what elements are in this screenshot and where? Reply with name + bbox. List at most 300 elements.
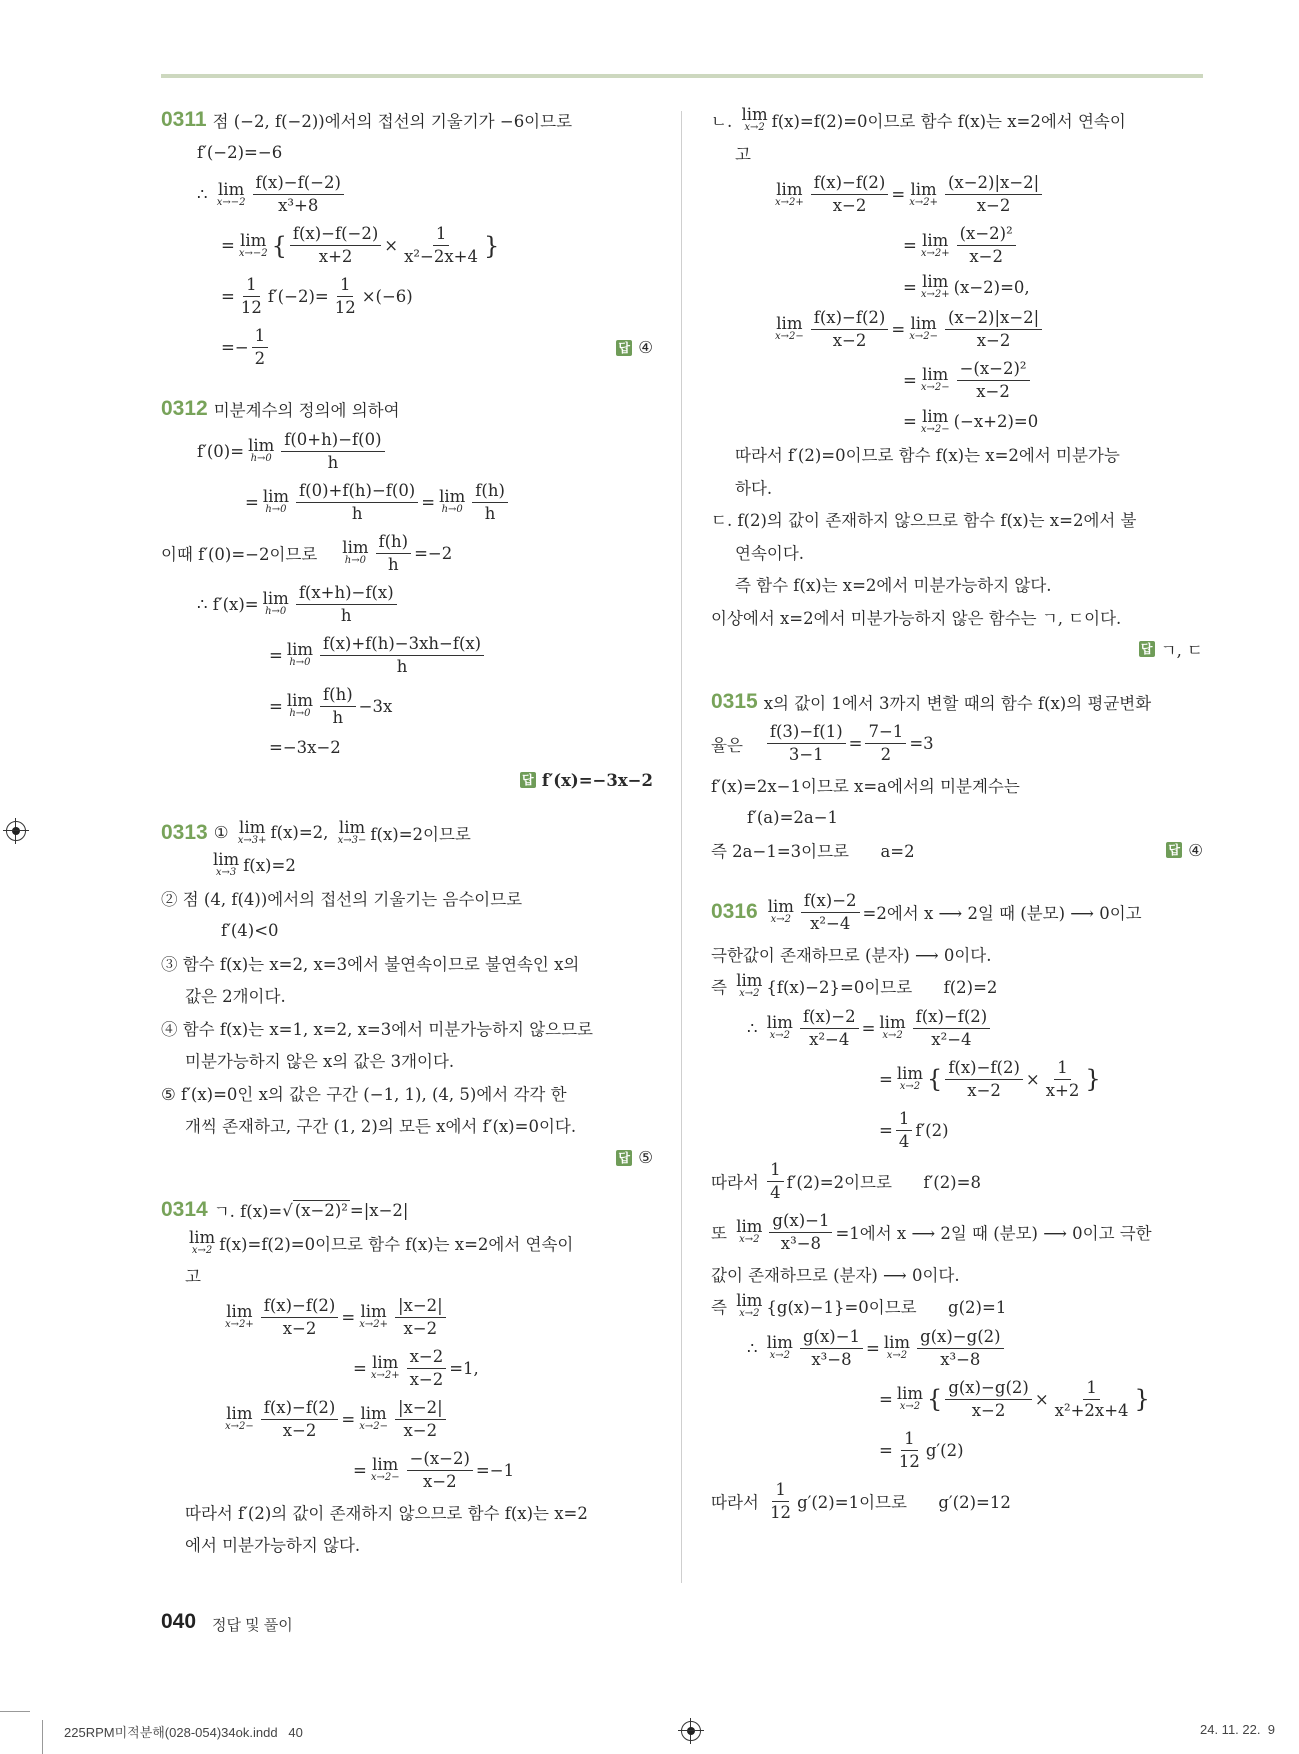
math-text: g′(2) [925, 1440, 964, 1460]
lim-subscript: x→2+ [359, 1319, 388, 1330]
solution-line [711, 104, 1203, 137]
solution-line [161, 1445, 653, 1496]
lim-word: lim [248, 436, 275, 455]
fraction [769, 1210, 832, 1255]
math-text: ⑤ f′(x)=0인 x의 값은 구간 (−1, 1), (4, 5)에서 각각 한 [161, 1084, 567, 1104]
fraction [811, 307, 889, 352]
limit [225, 1406, 254, 1432]
limit [213, 852, 239, 878]
solution-line [711, 718, 1203, 769]
math-text: ∴ [197, 185, 213, 204]
fraction [896, 1428, 923, 1473]
solution-line [711, 887, 1203, 938]
math-text: 따라서 [711, 1493, 765, 1512]
denominator: x−2 [403, 1420, 438, 1440]
problem-number: 0313 [161, 820, 208, 844]
solution-line [711, 1258, 1203, 1291]
math-text: ① [213, 823, 234, 843]
fraction [767, 1479, 794, 1524]
lim-subscript: h→0 [265, 606, 287, 617]
solution-line [711, 970, 1203, 1003]
math-text: 따라서 [711, 1173, 765, 1192]
lim-subscript: x→2 [739, 1234, 760, 1245]
lim-word: lim [372, 1455, 399, 1474]
math-text: = [879, 1440, 893, 1460]
math-text: 극한값이 존재하므로 (분자) ⟶ 0이다. [711, 945, 992, 965]
limit [767, 1015, 793, 1041]
fraction [767, 721, 846, 766]
math-text: =2에서 x ⟶ 2일 때 (분모) ⟶ 0이고 [862, 904, 1142, 923]
limit [342, 540, 368, 566]
fraction [395, 1295, 446, 1340]
problem-number: 0311 [161, 108, 207, 132]
lim-subscript: x→2 [769, 1350, 791, 1361]
lim-word: lim [736, 1291, 763, 1311]
lim-subscript: x→2 [899, 1081, 921, 1092]
numerator: g(x)−g(2) [917, 1326, 1004, 1349]
lim-word: lim [218, 179, 245, 199]
lim-word: lim [286, 640, 314, 659]
denominator: x²−4 [809, 1029, 850, 1049]
solution-line [711, 355, 1203, 406]
math-text: ∴ f′(x)= [197, 594, 259, 614]
denominator: x−2 [422, 1471, 457, 1491]
math-text: 값은 2개이다. [185, 987, 286, 1007]
math-text: {g(x)−1}=0이므로 g(2)=1 [766, 1298, 1007, 1318]
math-text: −3x [358, 696, 393, 716]
lim-subscript: x→2− [370, 1472, 400, 1483]
lim-word: lim [360, 1404, 387, 1423]
fraction [261, 1295, 339, 1340]
fraction [253, 172, 344, 217]
solution-line [711, 1323, 1203, 1374]
lim-word: lim [262, 487, 290, 506]
math-text: ∴ [747, 1018, 763, 1038]
solution-line [161, 137, 653, 170]
lim-subscript: x→2+ [775, 196, 804, 208]
denominator: h [484, 503, 496, 523]
limit [741, 107, 767, 133]
limit [287, 642, 313, 668]
numerator: x−2 [407, 1346, 447, 1369]
brace: { [927, 1065, 943, 1093]
denominator: 4 [770, 1182, 781, 1202]
numerator: 1 [252, 325, 269, 348]
limit [909, 179, 938, 208]
solution-line [161, 393, 653, 426]
solution-line [711, 304, 1203, 355]
solution-line [711, 1105, 1203, 1156]
lim-subscript: x→2+ [920, 289, 950, 301]
lim-word: lim [922, 272, 949, 292]
fraction [945, 1057, 1023, 1102]
math-text: f′(a)=2a−1 [747, 808, 839, 828]
solution-line [161, 169, 653, 220]
math-text: = [879, 1120, 893, 1140]
numerator: f(x)−f(2) [261, 1397, 339, 1420]
math-text: 미분계수의 정의에 의하여 [213, 401, 400, 421]
brace: } [484, 231, 500, 260]
math-text: =1에서 x ⟶ 2일 때 (분모) ⟶ 0이고 극한 [835, 1224, 1152, 1243]
answer [616, 338, 653, 357]
lim-word: lim [776, 179, 803, 199]
solution-line [161, 579, 653, 630]
lim-subscript: x→2 [739, 988, 760, 1000]
numerator: f(x)+f(h)−3xh−f(x) [320, 633, 484, 656]
math-text: =−1 [475, 1460, 515, 1480]
limit [921, 367, 950, 393]
numerator: f(h) [376, 531, 412, 554]
denominator: h [327, 452, 339, 472]
fraction [281, 429, 384, 474]
math-text: 에서 미분가능하지 않다. [185, 1536, 361, 1556]
solution-line [161, 817, 653, 850]
denominator: x−2 [409, 1369, 444, 1389]
answer-value: f′(x)=−3x−2 [541, 770, 653, 790]
numerator: f(0+h)−f(0) [281, 429, 384, 452]
math-text: 즉 [711, 1298, 733, 1318]
fraction [800, 1006, 859, 1051]
page-number: 040 [161, 1610, 197, 1633]
sqrt-sign-icon: √ [282, 1200, 293, 1220]
numerator: (x−2)² [957, 223, 1016, 246]
denominator: x²−4 [810, 913, 851, 933]
math-text: f′(2) [915, 1120, 949, 1140]
math-text: 따라서 f′(2)=0이므로 함수 f(x)는 x=2에서 미분가능 [735, 446, 1120, 466]
lim-word: lim [883, 1333, 911, 1352]
fraction [917, 1326, 1004, 1371]
numerator: f(x)−f(2) [945, 1057, 1023, 1080]
header-rule [161, 74, 1203, 78]
fraction [238, 274, 265, 319]
fraction [395, 1397, 446, 1442]
solution-line [711, 1425, 1203, 1476]
solution-0316 [711, 887, 1203, 1527]
math-text: = [221, 236, 235, 255]
numerator: f(x)−f(−2) [290, 223, 381, 246]
fraction [296, 480, 418, 525]
math-text: f(x)=f(2)=0이므로 함수 f(x)는 x=2에서 연속이 [771, 112, 1126, 132]
fraction [945, 307, 1042, 352]
math-text: = [341, 1409, 356, 1429]
denominator: x²−4 [931, 1029, 972, 1049]
limit [359, 1304, 388, 1330]
math-text: = [903, 236, 917, 255]
solution-line [161, 849, 653, 882]
solution-line [161, 1528, 653, 1561]
solution-line [711, 169, 1203, 220]
solution-line [711, 503, 1203, 536]
math-text: (x−2)=0, [953, 277, 1030, 297]
fraction [801, 890, 860, 935]
solution-line [161, 1259, 653, 1292]
solution-line [711, 769, 1203, 802]
denominator: h [340, 605, 352, 625]
lim-subscript: x→3− [337, 834, 367, 846]
answer-value: ⑤ [638, 1148, 653, 1168]
math-text: 연속이다. [735, 543, 805, 563]
problem-number: 0314 [161, 1198, 208, 1222]
solution-0312 [161, 393, 653, 797]
math-text: ×(−6) [361, 287, 413, 306]
fraction [896, 1108, 913, 1153]
solution-line [711, 1290, 1203, 1323]
lim-subscript: x→2 [770, 914, 792, 925]
denominator: x−2 [832, 196, 867, 215]
solution-line [711, 536, 1203, 569]
slug-filename: 225RPM미적분해(028-054)34ok.indd 40 [64, 1725, 303, 1740]
solution-line [711, 471, 1203, 504]
lim-word: lim [439, 487, 466, 506]
lim-word: lim [910, 179, 937, 199]
denominator: x+2 [1045, 1080, 1080, 1100]
lim-subscript: h→0 [289, 657, 311, 668]
numerator: 1 [901, 1428, 918, 1451]
math-text: f′(x)=2x−1이므로 x=a에서의 미분계수는 [711, 777, 1020, 797]
math-text: (−x+2)=0 [953, 412, 1039, 432]
lim-word: lim [766, 1333, 793, 1352]
limit [920, 230, 950, 259]
lim-subscript: h→0 [344, 555, 366, 566]
math-text: = [245, 492, 259, 512]
solution-line [161, 426, 653, 477]
limit [920, 406, 950, 435]
math-text: = [879, 1389, 893, 1409]
limit [897, 1066, 923, 1092]
denominator: x³−8 [780, 1233, 822, 1253]
limit [775, 179, 804, 208]
denominator: 12 [240, 298, 262, 317]
lim-subscript: x→2+ [370, 1370, 400, 1381]
numerator: g(x)−g(2) [945, 1377, 1032, 1400]
solution-line [711, 220, 1203, 271]
lim-subscript: h→0 [441, 504, 463, 515]
limit [897, 1386, 923, 1412]
solution-line [711, 1374, 1203, 1425]
lim-word: lim [766, 1013, 793, 1032]
denominator: 12 [334, 298, 356, 317]
math-text: =1, [449, 1358, 479, 1378]
math-text: f(x)=2 [243, 855, 296, 875]
math-text: 개씩 존재하고, 구간 (1, 2)의 모든 x에서 f′(x)=0이다. [185, 1117, 577, 1137]
math-text: = [903, 370, 917, 390]
limit [216, 179, 246, 208]
denominator: x³+8 [278, 196, 319, 215]
lim-word: lim [922, 406, 949, 426]
solution-line [161, 477, 653, 528]
math-text: x의 값이 1에서 3까지 변할 때의 함수 f(x)의 평균변화 [763, 693, 1152, 713]
problem-number: 0312 [161, 397, 208, 421]
registration-mark-icon [6, 821, 26, 841]
fraction [252, 325, 269, 370]
fraction [811, 172, 889, 217]
answer-badge-icon: 답 [1166, 842, 1182, 858]
solution-line [161, 104, 653, 137]
solution-line [161, 1142, 653, 1175]
fraction [767, 1159, 784, 1204]
lim-word: lim [226, 1302, 253, 1321]
solution-line [161, 322, 653, 373]
denominator: x−2 [832, 330, 867, 350]
problem-number: 0316 [711, 900, 758, 923]
answer-value: ④ [1188, 840, 1203, 860]
numerator: f(x)−f(2) [811, 307, 889, 330]
numerator: f(0)+f(h)−f(0) [296, 480, 418, 503]
lim-word: lim [767, 897, 794, 916]
fraction [865, 721, 906, 766]
numerator: −(x−2) [407, 1448, 473, 1471]
numerator: f(x+h)−f(x) [296, 582, 397, 605]
limit [439, 489, 465, 515]
section-title: 정답 및 풀이 [212, 1617, 293, 1634]
lim-word: lim [240, 230, 267, 250]
denominator: x−2 [969, 247, 1003, 266]
denominator: x−2 [403, 1318, 438, 1338]
solution-line [711, 802, 1203, 835]
answer-badge-icon: 답 [520, 772, 536, 788]
solution-line [161, 947, 653, 980]
numerator: 1 [767, 1159, 784, 1182]
solution-line [161, 681, 653, 732]
math-text: 값이 존재하므로 (분자) ⟶ 0이다. [711, 1265, 960, 1285]
math-text: = [269, 645, 283, 665]
column-divider [681, 111, 682, 1583]
solution-line [161, 1227, 653, 1260]
lim-subscript: x→2 [739, 1308, 760, 1320]
lim-word: lim [372, 1353, 399, 1372]
denominator: x−2 [976, 196, 1011, 215]
fraction [320, 633, 484, 678]
lim-word: lim [342, 538, 369, 557]
solution-line [711, 1054, 1203, 1105]
solution-line [711, 271, 1203, 304]
limit [775, 316, 804, 342]
solution-line [161, 1343, 653, 1394]
numerator: f(x)−f(2) [261, 1295, 339, 1318]
solution-line [161, 764, 653, 797]
numerator: f(h) [472, 480, 508, 503]
math-text: =− [221, 338, 249, 357]
lim-subscript: x→2− [359, 1421, 388, 1432]
math-text: 이때 f′(0)=−2이므로 [161, 545, 339, 564]
fraction [401, 223, 481, 268]
lim-word: lim [213, 850, 240, 870]
lim-subscript: x→2 [191, 1244, 213, 1256]
answer [616, 1148, 653, 1167]
denominator: x²+2x+4 [1054, 1400, 1129, 1420]
solution-line [711, 601, 1203, 634]
solution-line [161, 1012, 653, 1045]
math-text: × [1034, 1389, 1049, 1409]
denominator: x−2 [967, 1080, 1001, 1100]
math-text: = [903, 412, 917, 432]
lim-subscript: x→−2 [238, 247, 268, 259]
solution-line [711, 1156, 1203, 1207]
math-text: = [866, 1338, 880, 1358]
math-text: ㄴ. [711, 112, 738, 132]
math-text: 즉 2a−1=3이므로 a=2 [711, 842, 915, 862]
lim-word: lim [226, 1404, 253, 1423]
lim-word: lim [741, 105, 768, 125]
fraction [376, 531, 412, 576]
denominator: x−2 [976, 330, 1011, 350]
fraction [296, 582, 397, 627]
fraction [261, 1397, 339, 1442]
brace: } [1134, 1385, 1150, 1413]
limit [371, 1457, 400, 1483]
lim-subscript: h→0 [289, 708, 311, 719]
lim-subscript: x→2 [882, 1030, 903, 1041]
solution-line [161, 220, 653, 271]
left-column [161, 104, 653, 1581]
math-text: g′(2)=1이므로 g′(2)=12 [797, 1493, 1011, 1512]
lim-word: lim [879, 1013, 906, 1032]
lim-word: lim [262, 589, 289, 608]
solution-line [711, 438, 1203, 471]
denominator: x³−8 [811, 1349, 852, 1369]
lim-subscript: x→2− [920, 423, 950, 435]
math-text: 즉 [711, 978, 733, 998]
math-text: ② 점 (4, f(4))에서의 접선의 기울기는 음수이므로 [161, 889, 523, 909]
numerator: 7−1 [865, 721, 906, 744]
math-text: f(x)=2, [270, 823, 334, 843]
solution-line [161, 271, 653, 322]
answer [1166, 841, 1203, 860]
problem-number: 0315 [711, 689, 758, 713]
registration-mark-icon [681, 1721, 701, 1741]
math-text: 따라서 f′(2)의 값이 존재하지 않으므로 함수 f(x)는 x=2 [185, 1503, 588, 1523]
numerator: g(x)−1 [769, 1210, 832, 1233]
fraction [913, 1006, 991, 1051]
math-text: f(x)=f(2)=0이므로 함수 f(x)는 x=2에서 연속이 [219, 1234, 574, 1254]
numerator: 1 [1054, 1057, 1071, 1080]
math-text: f′(0)= [197, 441, 245, 461]
solution-0314-cont [711, 104, 1203, 666]
answer-badge-icon: 답 [616, 340, 632, 356]
fraction [957, 223, 1016, 268]
solution-line [711, 137, 1203, 170]
math-text: =|x−2| [349, 1200, 409, 1220]
answer [1139, 637, 1203, 661]
math-text: 점 (−2, f(−2))에서의 접선의 기울기가 −6이므로 [212, 112, 573, 132]
solution-line [711, 406, 1203, 439]
answer-badge-icon: 답 [616, 1150, 632, 1166]
math-text: ㄷ. f(2)의 값이 존재하지 않으므로 함수 f(x)는 x=2에서 불 [711, 511, 1137, 531]
numerator: f(x)−f(2) [811, 172, 889, 195]
denominator: 12 [898, 1451, 920, 1471]
math-text: × [1025, 1069, 1040, 1089]
numerator: 1 [433, 223, 450, 246]
fraction [1043, 1057, 1083, 1102]
denominator: h [387, 554, 399, 574]
math-text: ③ 함수 f(x)는 x=2, x=3에서 불연속이므로 불연속인 x의 [161, 954, 580, 974]
solution-line [161, 1077, 653, 1110]
lim-word: lim [922, 230, 949, 250]
lim-subscript: x→2− [225, 1421, 254, 1432]
crop-mark [0, 1711, 30, 1712]
numerator: (x−2)|x−2| [945, 172, 1042, 195]
lim-word: lim [286, 691, 314, 710]
numerator: f(h) [320, 684, 356, 707]
limit [921, 274, 950, 300]
math-text: = [891, 319, 906, 339]
solution-line [161, 1044, 653, 1077]
math-text: = [891, 185, 906, 204]
fraction [1052, 1377, 1132, 1422]
lim-subscript: x→2+ [225, 1319, 254, 1330]
math-text: = [879, 1069, 893, 1089]
numerator: f(x)−2 [801, 890, 860, 913]
